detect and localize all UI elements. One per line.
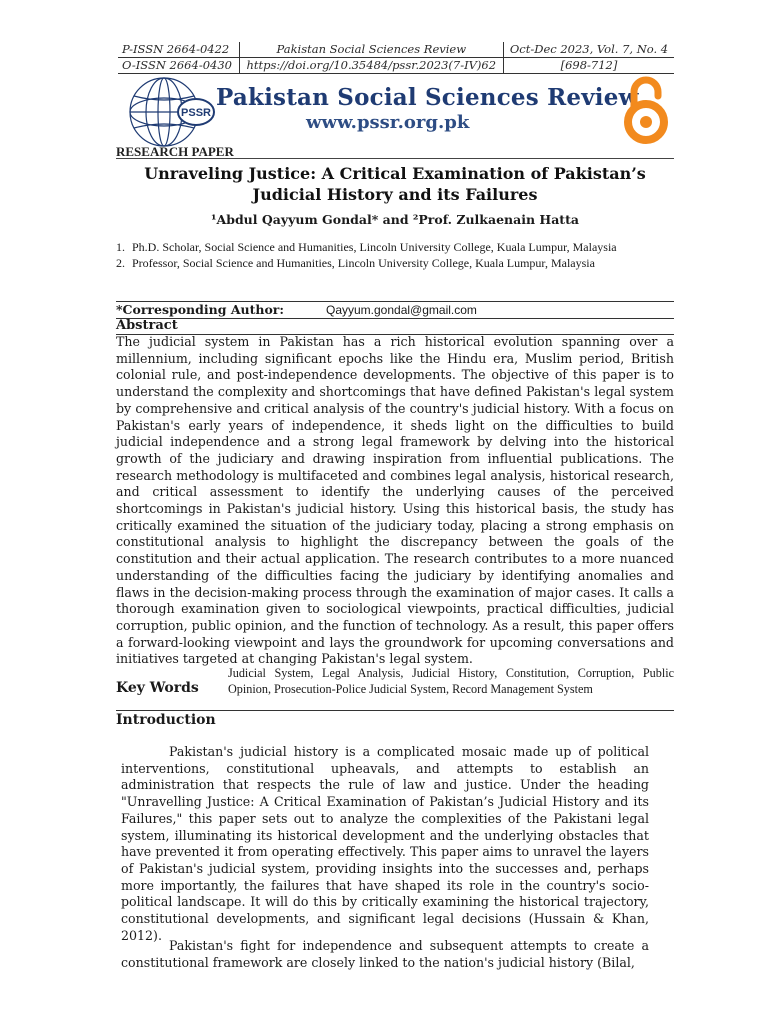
affiliation-number: 1. (116, 240, 125, 254)
introduction-paragraph-1: Pakistan's judicial history is a complicated mosaic made up of political interventions, constitutional upheavals, and attempts to establish an administration that respects the rule of law and justice. Under the heading "Unravelling Justice: A Critical Examination of Pakistan’s Judicial History and its Failures," this paper sets out to analyze the complexities of the Pakistani legal system, illuminating its historical development and the underlying obstacles that have prevented it from operating effectively. This paper aims to unravel the layers of Pakistan's judicial system, providing insights into the successes and, perhaps more importantly, the failures that have shaped its role in the country's socio-political landscape. It will do this by critically examining the historical trajectory, constitutional developments, and significant legal decisions (Hussain & Khan, 2012). (121, 744, 649, 943)
keywords-text: Judicial System, Legal Analysis, Judicial History, Constitution, Corruption, Public Opinion, Prosecution-Police Judicial System, Record Management System (228, 666, 674, 696)
introduction-paragraph-2: Pakistan's fight for independence and subsequent attempts to create a constitutional framework are closely linked to the nation's judicial history (Bilal, (121, 938, 649, 970)
online-issn: O-ISSN 2664-0430 (118, 58, 239, 74)
keywords-label: Key Words (116, 680, 199, 696)
abstract-heading: Abstract (116, 318, 178, 333)
article-type-label: RESEARCH PAPER (116, 144, 234, 159)
journal-name: Pakistan Social Sciences Review (216, 84, 639, 111)
doi-link[interactable]: https://doi.org/10.35484/pssr.2023(7-IV)62 (239, 58, 503, 74)
corresponding-author-label: *Corresponding Author: (116, 302, 285, 317)
header-divider (116, 158, 674, 159)
abstract-text: The judicial system in Pakistan has a rich historical evolution spanning over a millennium, including significant epochs like the Hindu era, Muslim period, British colonial rule, and post-independence developments. The objective of this paper is to understand the complexity and shortcomings that have defined Pakistan's legal system by comprehensive and critical analysis of the country's judicial history. With a focus on Pakistan's early years of independence, it sheds light on the difficulties to build judicial independence and a strong legal framework by delving into the historical growth of the judiciary and drawing inspiration from influential publications. The research methodology is multifaceted and combines legal analysis, historical research, and critical assessment to identify the underlying causes of the perceived shortcomings in Pakistan's judicial history. Using this historical basis, the study has critically examined the situation of the judiciary today, placing a strong emphasis on constitutional analysis to highlight the discrepancy between the goals of the constitution and their actual application. The research contributes to a more nuanced understanding of the difficulties facing the judiciary by identifying anomalies and flaws in the decision-making process through the examination of major cases. It calls a thorough examination given to sociological viewpoints, practical difficulties, judicial corruption, public opinion, and the function of technology. As a result, this paper offers a forward-looking viewpoint and lays the groundwork for upcoming conversations and initiatives targeted at changing Pakistan's legal system. (116, 334, 674, 667)
affiliation-number: 2. (116, 256, 125, 270)
introduction-heading: Introduction (116, 712, 216, 728)
pssr-logo-text: PSSR (181, 107, 211, 119)
meta-row-1 (118, 42, 674, 58)
corresponding-author-email[interactable]: Qayyum.gondal@gmail.com (326, 303, 477, 317)
affiliation-text: Ph.D. Scholar, Social Science and Humanities, Lincoln University College, Kuala Lumpur, Malaysia (132, 240, 617, 254)
open-access-lock-icon (618, 76, 674, 144)
meta-row-2 (118, 58, 674, 74)
issue-info: Oct-Dec 2023, Vol. 7, No. 4 (503, 42, 674, 58)
journal-meta-table (118, 42, 674, 74)
affiliations-list (116, 240, 674, 272)
affiliation-item (116, 240, 674, 254)
article-title: Unraveling Justice: A Critical Examination of Pakistan’s Judicial History and its Failures (144, 164, 646, 204)
masthead (118, 74, 678, 150)
corresponding-author-row (116, 301, 674, 319)
affiliation-item (116, 256, 674, 270)
pssr-globe-logo (122, 74, 218, 150)
journal-short-name: Pakistan Social Sciences Review (239, 42, 503, 58)
article-authors: ¹Abdul Qayyum Gondal* and ²Prof. Zulkaenain Hatta (211, 212, 579, 227)
journal-url[interactable]: www.pssr.org.pk (306, 112, 470, 133)
keywords-row (116, 664, 674, 711)
page-range: [698-712] (503, 58, 674, 74)
print-issn: P-ISSN 2664-0422 (118, 42, 239, 58)
affiliation-text: Professor, Social Science and Humanities, Lincoln University College, Kuala Lumpur, Malaysia (132, 256, 595, 270)
